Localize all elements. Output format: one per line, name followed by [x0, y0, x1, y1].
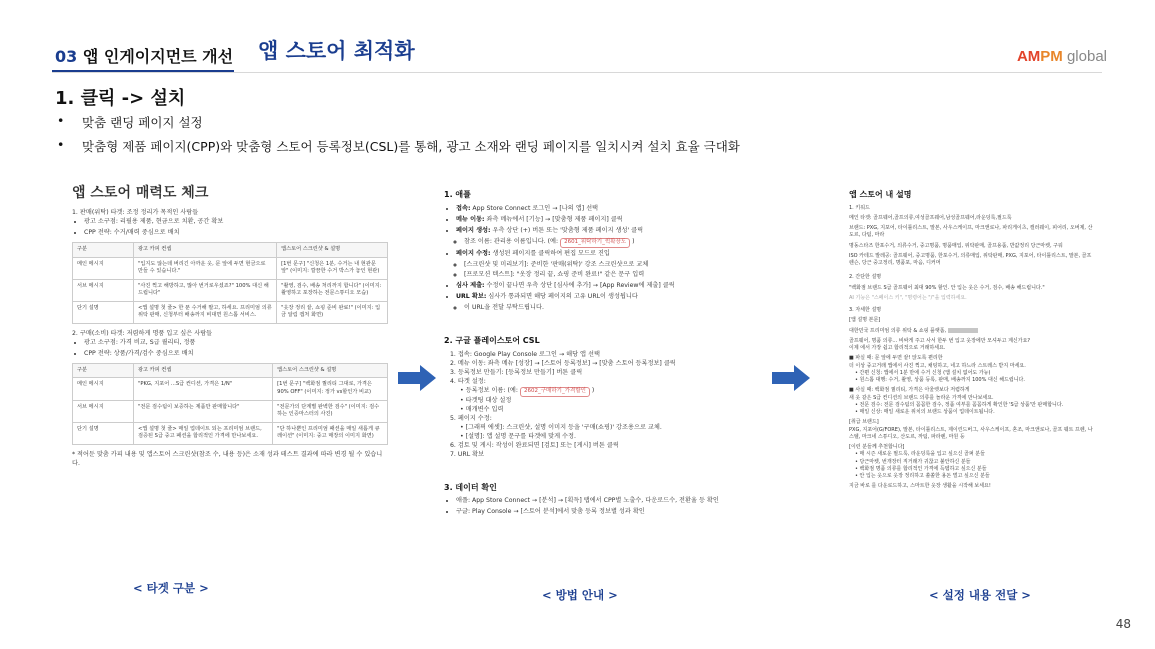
detail-line: 이제 에서 가장 쉽고 합리적으로 거래하세요. [849, 345, 946, 352]
table-header-cell: 광고 카피 컨셉 [134, 243, 277, 258]
page-title: 앱 스토어 최적화 [258, 39, 415, 63]
list-item: 6. 검토 및 게시: 작성이 완료되면 [검토] 또는 [게시] 버튼 클릭 [450, 441, 619, 449]
detail-line: 새 옷 같은 S급 컨디션의 브랜드 의류를 놀라운 가격에 만나보세요. [849, 394, 994, 401]
table-cell: 메인 메시지 [73, 378, 134, 400]
google-title: 2. 구글 플레이스토어 CSL [444, 336, 540, 346]
detail-line: ■ 사실 때: 백화점 퀄리티, 가격은 아울렛보다 저렴하게 [849, 387, 970, 394]
table-row [73, 257, 388, 279]
table-cell: "전문가의 단계별 완벽한 검수" (이미지: 검수하는 인증마스터의 사진) [273, 400, 388, 422]
table-header-cell: 구분 [73, 363, 134, 378]
target-table-1 [72, 242, 388, 324]
list-item: • 타겟팅 대상 설정 [460, 396, 512, 404]
list-item: • 심사 제출: 수정이 끝나면 우측 상단 [심사에 추가] → [App Review에 제출] 클릭 [456, 282, 744, 291]
list-item: • 등록정보 이름: (예: 2602_구매하기_가격할인 ) [450, 387, 744, 397]
table-cell: <앱 설명 첫 줄> 한 푼 수거해 팔고, 하세요. 프리미엄 의류 위탁 판매, 신청부터 배송까지 비대면 원스톱 서비스. [134, 301, 277, 323]
section-heading [55, 44, 233, 67]
table-cell: "단 하나뿐인 프리미엄 패션을 매일 새롭게 큐레이션" (이미지: 중고 매장의 이미지 화면) [273, 422, 388, 444]
list-item: ◦ 참조 이름: 관리용 이름입니다. (예: 2601_위탁하기_퀵확장도 ) [464, 238, 744, 248]
table-row [73, 400, 388, 422]
table-cell: 서브 메시지 [73, 400, 134, 422]
logo-part-pm: PM [1040, 48, 1063, 65]
table-cell: 단기 설명 [73, 301, 134, 323]
page-number: 48 [1115, 617, 1131, 631]
list-item: • 매개변수 입력 [460, 405, 504, 413]
section-title: 앱 인게이지먼트 개선 [82, 47, 234, 66]
detail-line: • 백화점 명품 의류를 합리적인 가격에 득템하고 싶으신 분들 [855, 465, 987, 472]
list-item: 7. URL 확보 [450, 450, 485, 458]
target-document [72, 183, 388, 469]
short-note: AI 기능은 "스페이스 키", "명령어는 "/"을 입력하세요. [849, 294, 967, 301]
google-steps [444, 351, 744, 460]
list-item: • URL 확보: 심사가 통과되면 해당 페이지의 고유 URL이 생성됩니다 [456, 293, 744, 302]
doc3-title: 앱 스토어 내 설명 [849, 190, 912, 199]
apple-title: 1. 애플 [444, 190, 471, 199]
table-row [73, 378, 388, 400]
table-cell: "입지도 않는데 버리긴 아까운 옷, 문 앞에 두면 현금으로 만들 수 있습니다." [134, 257, 277, 279]
list-item: ◦ [프로모션 텍스트]: "옷장 정리 끝, 쇼핑 준비 완료!" 같은 문구 입력 [464, 271, 744, 280]
list-item: • 광고 소구점: 리필용 제품, 현금으로 치환, 공간 확보 [84, 218, 388, 227]
list-item: 5. 페이지 수정: [450, 414, 492, 422]
example-tag: 2601_위탁하기_퀵확장도 [560, 238, 630, 248]
section-number: 03 [55, 47, 78, 66]
detail-line: 대한민국 프리미엄 의류 위탁 & 쇼핑 플랫폼, [849, 328, 1093, 335]
list-item: 4. 타겟 설정: [450, 377, 486, 385]
bullet-item: • 맞춤형 제품 페이지(CPP)와 맞춤형 스토어 등록정보(CSL)를 통해, 광고 소재와 랜딩 페이지를 일치시켜 설치 효율 극대화 [55, 137, 740, 155]
logo-part-global: global [1062, 48, 1107, 65]
detail-line: 골프웨어, 명품 의류... 비싸게 주고 사서 한두 번 입고 옷장에만 모셔두고 계신가요? [849, 337, 1031, 344]
settings-document [849, 183, 1093, 491]
keyword-line: 메인 타겟: 골프웨어,골프의류,여성골프웨어,남성골프웨어,라운딩룩,필드룩 [849, 214, 1012, 221]
list-item: • 접속: App Store Connect 로그인 → [나의 앱] 선택 [456, 205, 744, 214]
detail-line: • 간편 신청: 앱에서 1분 만에 수거 신청 (앱 설치 없어도 가능) [855, 369, 991, 376]
table-header-cell: 앱스토어 스크린샷 & 설명 [277, 243, 388, 258]
list-item: • CPP 전략: 수거/매력 중심으로 배치 [84, 229, 388, 238]
caption-method: < 방법 안내 > [542, 588, 618, 602]
sub-heading: 1. 클릭 -> 설치 [55, 88, 186, 109]
detail-line: PXG, 지포어(G/FORE), 말본, 타이틀리스트, 제이린드버그, 사우스케이프, 혼조, 마크앤로나, 골프 웨트 프렌, 나스텔, 마크네 스튜디오, 산도르, 까팀, 파라렌, 마원 등 [849, 426, 1093, 440]
list-item: • 메뉴 이동: 좌측 메뉴에서 [기능] → [맞춤형 제품 페이지] 클릭 [456, 216, 744, 225]
list-item: ◦ 이 URL을 전달 부탁드립니다. [464, 304, 744, 313]
list-item: 3. 등록정보 만들기: [등록정보 만들기] 버튼 클릭 [450, 368, 583, 376]
table-header-cell: 구분 [73, 243, 134, 258]
list-item: • 페이지 생성: 우측 상단 (+) 버튼 또는 '맞춤형 제품 페이지 생성' 클릭 [456, 227, 744, 236]
list-item: 1. 접속: Google Play Console 로그인 → 해당 앱 선택 [450, 351, 600, 359]
bullet-item: • 맞춤 랜딩 페이지 설정 [55, 113, 740, 131]
header-divider [52, 72, 1102, 73]
keyword-line: 브랜드: PXG, 지포어, 타이틀리스트, 말본, 사우스케이프, 마크앤로나, 파리게이츠, 캘러웨이, 피어리, 오버제, 산도르, 다팀, 마라 [849, 225, 1093, 239]
logo-part-am: AM [1016, 48, 1041, 65]
table-cell: [1번 문구] "백화점 퀄리티 그대로, 가격은 90% OFF" (이미지: 정가 vs할인가 비교) [273, 378, 388, 400]
detail-line: 지금 바로 를 다운로드하고, 스마트한 옷장 생활을 시작해 보세요! [849, 483, 991, 490]
company-logo [1017, 48, 1107, 65]
doc3-section-title: 1. 키워드 [849, 204, 870, 211]
detail-line: [취급 브랜드] [849, 419, 879, 426]
doc3-section-title: 3. 자세한 설명 [849, 307, 882, 314]
list-item: • 페이지 수정: 생성된 페이지를 클릭하여 편집 모드로 진입 [456, 250, 744, 259]
doc1-group2-title: 2. 구매(소비) 타겟: 저렴하게 명품 입고 싶은 사람들 [72, 329, 213, 337]
detail-line: • 매일 신상: 매일 새로운 위치의 브랜드 상품이 업데이트됩니다. [855, 409, 995, 416]
table-cell: "사진 찍고 해방하고, 많아 번거로우셨죠?" 100% 대신 해드립니다" [134, 279, 277, 301]
table-cell: <앱 설명 첫 줄> 매일 업데이트 되는 프리미엄 브랜드, 검증된 S급 중고 패션을 합리적인 가격에 만나보세요. [134, 422, 273, 444]
caption-settings: < 설정 내용 전달 > [929, 588, 1031, 602]
keyword-line: ISO 카테드 발레공: 골프웨어, 중고명품, 한포수거, 의류매입, 위탁판매, PXG, 지포어, 타이틀리스트, 말본, 골프렌슨, 당근 중고정리, 명품포, 마음, 디커머 [849, 252, 1092, 267]
detail-line: ■ 파실 때: 문 앞에 두면 끝! 앉도록 편리한 [849, 355, 943, 362]
detail-line: [이런 분들께 추천합니다] [849, 444, 905, 451]
short-description: "백화점 브랜드 S급 골프웨어 최대 90% 할인. 안 입는 옷은 수거, 검수, 배송 해드립니다." [849, 284, 1045, 291]
data-check-title: 3. 데이터 확인 [444, 482, 497, 492]
list-item: • 애플: App Store Connect → [분석] → [획득] 탭에서 CPP별 노출수, 다운로드수, 전환율 등 확인 [456, 497, 744, 506]
table-header-cell: 앱스토어 스크린샷 & 설명 [273, 363, 388, 378]
table-row [73, 422, 388, 444]
doc1-group1-title: 1. 판매(위탁) 타겟: 조정 정리가 목적인 사람들 [72, 209, 199, 217]
doc1-footnote: * 적어둔 맞춤 카피 내용 및 앱스토어 스크린샷(참조 수, 내용 등)은 소재 성과 테스트 결과에 따라 변경 될 수 있습니다. [72, 450, 383, 467]
target-table-2 [72, 363, 388, 445]
detail-line: 더 이상 중고거래 앱에서 사진 찍고, 채팅하고, 네고 하느라 스트레스 받지 마세요. [849, 362, 1026, 369]
table-cell: [1번 문구] "신청은 1분, 수거는 내 현관문 앞" (이미지: 깔끔한 수거 박스가 놓인 현관) [277, 257, 388, 279]
table-cell: "옷장 정리 끝, 쇼핑 준비 완료!" (이미지: 입금 알림 캡처 화면) [277, 301, 388, 323]
table-cell: 메인 메시지 [73, 257, 134, 279]
table-cell: 서브 메시지 [73, 279, 134, 301]
detail-label: [앱 설명 본문] [849, 317, 881, 324]
table-row [73, 301, 388, 323]
table-cell: "전문 검수팀이 보증하는 제품만 판매합니다" [134, 400, 273, 422]
list-item: • CPP 전략: 상품/가격/검수 중심으로 배치 [84, 350, 388, 359]
table-header-cell: 광고 카피 컨셉 [134, 363, 273, 378]
list-item: • [그래픽 에셋]: 스크린샷, 설명 이미지 등을 '구매(쇼핑)' 강조용으로 교체. [460, 423, 662, 431]
doc3-section-title: 2. 간단한 설명 [849, 274, 882, 281]
doc1-title: 앱 스토어 매력도 체크 [72, 185, 209, 201]
table-row [73, 279, 388, 301]
method-document [444, 183, 744, 519]
list-item: • 광고 소구점: 가격 비교, S급 퀄리티, 정품 [84, 339, 388, 348]
list-item: ◦ [스크린샷 및 미리보기]: 준비한 '판매(위탁)' 강조 스크린샷으로 교체 [464, 261, 744, 270]
table-row [73, 243, 388, 258]
detail-line: • 당근마켓, 번개장터 직거래가 귀찮고 불안하신 분들 [855, 458, 971, 465]
table-cell: 단기 설명 [73, 422, 134, 444]
keyword-line: 명동스타즈 한포수거, 의류수거, 중고명품, 명품매입, 위탁판매, 골프용품, 반값정리 당근마켓, 구워 [849, 242, 1063, 249]
caption-target: < 타겟 구분 > [133, 581, 209, 595]
list-item: 2. 메뉴 이동: 좌측 메뉴 [성장] → [스토어 등록정보] → [맞춤 스토어 등록정보] 클릭 [450, 360, 676, 367]
list-item: • [설명]: 앱 설명 문구를 타겟에 맞게 수정. [460, 432, 576, 440]
list-item: • 구글: Play Console → [스토어 분석]에서 맞춤 등록 정보별 성과 확인 [456, 508, 744, 517]
blurred-brand [948, 328, 978, 333]
table-row [73, 363, 388, 378]
example-tag: 2602_구매하기_가격할인 [520, 387, 590, 397]
right-arrow-icon [398, 365, 436, 391]
detail-line: • 매 시즌 새로운 필드룩, 라운딩룩을 입고 싶으신 골퍼 분들 [855, 451, 985, 458]
table-cell: "PKG, 지포어 ...S급 컨디션, 가격은 1/N" [134, 378, 273, 400]
detail-line: • 안 입는 옷으로 옷장 정리하고 쏠쏠한 용돈 벌고 싶으신 분들 [855, 473, 990, 480]
detail-line: • 전문 검수: 전문 검수팀의 꼼꼼한 검수, 정품 여부를 꼼꼼하게 확인한 'S급 상품'만 판매합니다. [855, 401, 1064, 408]
right-arrow-icon [772, 365, 810, 391]
table-cell: "촬영, 검수, 배송 처리까지 합니다" (이미지: 촬영하고 포장하는 전문스튜디오 모습) [277, 279, 388, 301]
detail-line: • 원스톱 대행: 수거, 촬영, 상품 등록, 판매, 배송까지 100% 대신 해드립니다. [855, 377, 1025, 384]
summary-bullets [55, 113, 740, 161]
